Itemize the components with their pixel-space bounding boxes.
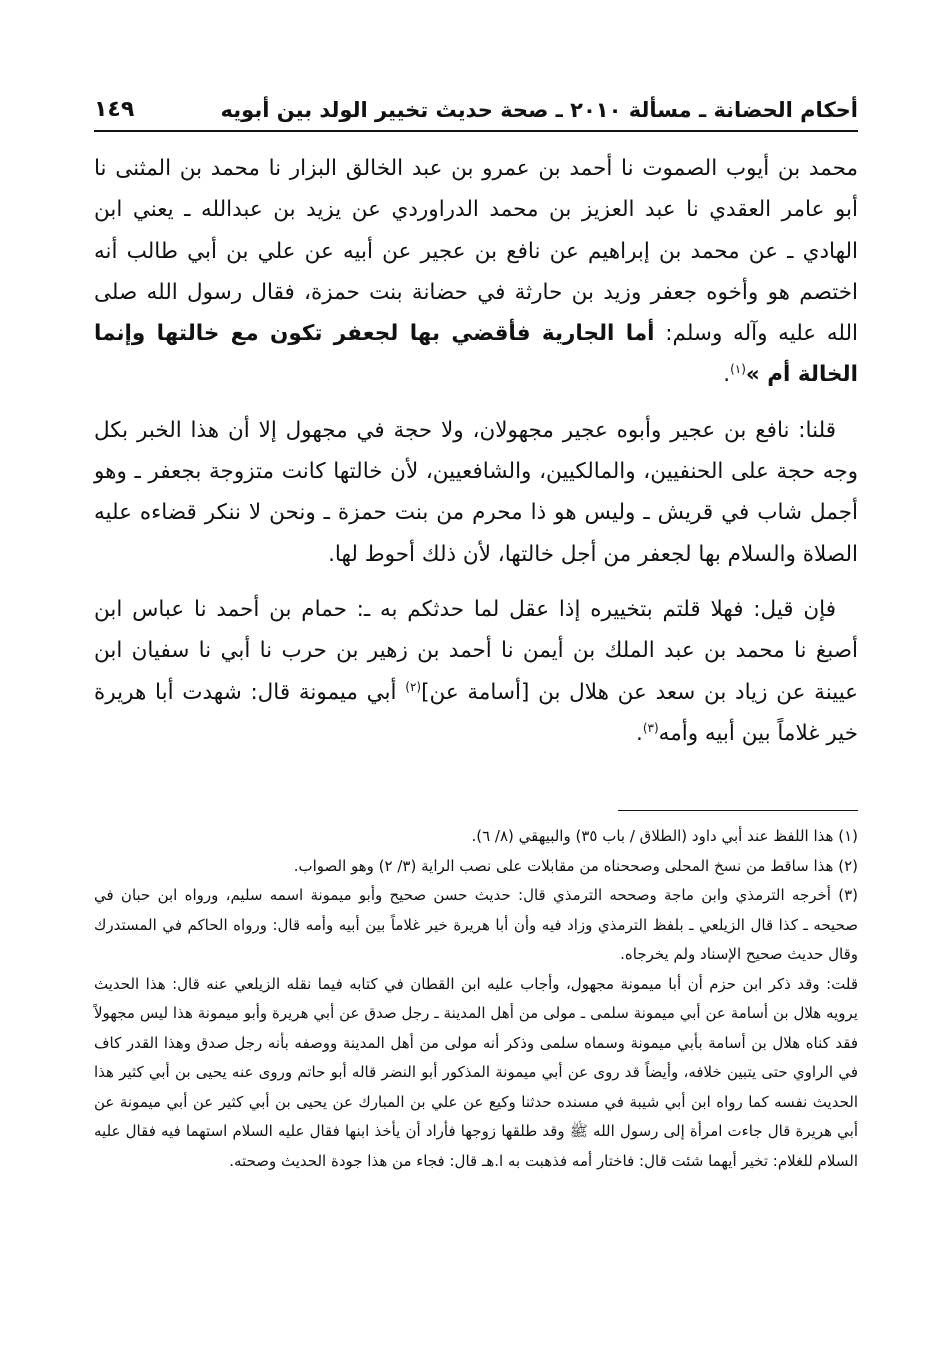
footnote-1: (١) هذا اللفظ عند أبي داود (الطلاق / باب ٣٥) والبيهقي (٨/ ٦). <box>471 827 858 845</box>
header-title: أحكام الحضانة ـ مسألة ٢٠١٠ ـ صحة حديث تخيير الولد بين أبويه <box>220 98 858 122</box>
paragraph-3-end: . <box>636 720 643 746</box>
footnote-ref-3[interactable]: (٣) <box>642 720 659 735</box>
footnote-3: (٣) أخرجه الترمذي وابن ماجة وصححه الترمذي قال: حديث حسن صحيح وأبو ميمونة اسمه سليم، ورواه ابن حبان في صحيحه ـ كذا قال الزيلعي ـ بلفظ الترمذي وزاد فيه وأن أبا هريرة خير غلاماً بين أبيه وأمه قال: ورواه الحاكم في المستدرك وقال حديث صحيح الإسناد ولم يخرجاه. <box>94 886 858 963</box>
running-header <box>94 86 858 122</box>
paragraph-2-text: قلنا: نافع بن عجير وأبوه عجير مجهولان، ولا حجة في مجهول إلا أن هذا الخبر بكل وجه حجة على الحنفيين، والمالكيين، والشافعيين، لأن خالتها كانت متزوجة بجعفر ـ وهو أجمل شاب في قريش ـ وليس هو ذا محرم من بنت حمزة ـ ونحن لا ننكر قضاءه عليه الصلاة والسلام بها لجعفر من أجل خالتها، لأن ذلك أحوط لها. <box>94 417 858 567</box>
footnote-separator <box>618 810 858 811</box>
page-number: ١٤٩ <box>94 97 135 122</box>
paragraph-1 <box>94 148 858 396</box>
paragraph-2 <box>94 410 858 575</box>
paragraph-3-text-b: أبي ميمونة قال: شهدت أبا هريرة خير غلاماً بين أبيه وأمه <box>94 679 858 746</box>
footnote-3-note: قلت: وقد ذكر ابن حزم أن أبا ميمونة مجهول، وأجاب عليه ابن القطان في كتابه فيما نقله الزيلعي عنه قال: هذا الحديث يرويه هلال بن أسامة عن أبي ميمونة سلمى ـ مولى من أهل المدينة ـ رجل صدق عن أبي هريرة وأبو ميمونة هذا ليس مجهولاً فقد كناه هلال بن أسامة بأبي ميمونة وسماه سلمى وذكر أنه مولى من أهل المدينة ووصفه بأنه رجل صدق وهذا القدر كاف في الراوي حتى يتبين خلافه، وأيضاً قد روى عن أبي ميمونة المذكور أبو النضر قاله أبو حاتم وروى عنه يحيى بن أبي كثير هذا الحديث نفسه كما رواه ابن أبي شيبة في مسنده حدثنا وكيع عن علي بن المبارك عن يحيى بن أبي كثير عن أبي ميمونة عن أبي هريرة قال جاءت امرأة إلى رسول الله ﷺ وقد طلقها زوجها فأراد أن يأخذ ابنها فقال عليه السلام استهما فيه فقال عليه السلام للغلام: تخير أيهما شئت قال: فاختار أمه فذهبت به ا.هـ قال: فجاء من هذا جودة الحديث وصحته. <box>94 974 858 1170</box>
paragraph-3 <box>94 589 858 754</box>
paragraph-3-text-a: فإن قيل: فهلا قلتم بتخييره إذا عقل لما حدثكم به ـ: حمام بن أحمد نا عباس ابن أصبغ نا محمد بن عبد الملك بن أيمن نا أحمد بن زهير بن حرب نا أبي نا سفيان ابن عيينة عن زياد بن سعد عن هلال بن [أسامة عن] <box>94 596 859 705</box>
header-rule <box>94 130 858 132</box>
paragraph-1-end: . <box>723 362 731 388</box>
footnote-2: (٢) هذا ساقط من نسخ المحلى وصححناه من مقابلات على نصب الراية (٣/ ٢) وهو الصواب. <box>293 856 858 875</box>
isnad-text: محمد بن أيوب الصموت نا أحمد بن عمرو بن عبد الخالق البزار نا محمد بن المثنى نا أبو عامر العقدي نا عبد العزيز بن محمد الدراوردي عن يزيد بن عبدالله ـ يعني ابن الهادي ـ عن محمد بن إبراهيم عن نافع بن عجير عن أبيه عن علي بن أبي طالب أنه اختصم هو وأخوه جعفر وزيد بن حارثة في حضانة بنت حمزة، فقال رسول الله صلى الله عليه وآله وسلم: <box>94 156 859 347</box>
main-text <box>94 148 858 768</box>
footnote-ref-1[interactable]: (١) <box>730 362 746 377</box>
hadith-quote: أما الجارية فأقضي بها لجعفر تكون مع خالتها وإنما الخالة أم » <box>94 321 858 388</box>
footnotes <box>94 822 858 1176</box>
footnote-ref-2[interactable]: (٢) <box>405 679 422 694</box>
